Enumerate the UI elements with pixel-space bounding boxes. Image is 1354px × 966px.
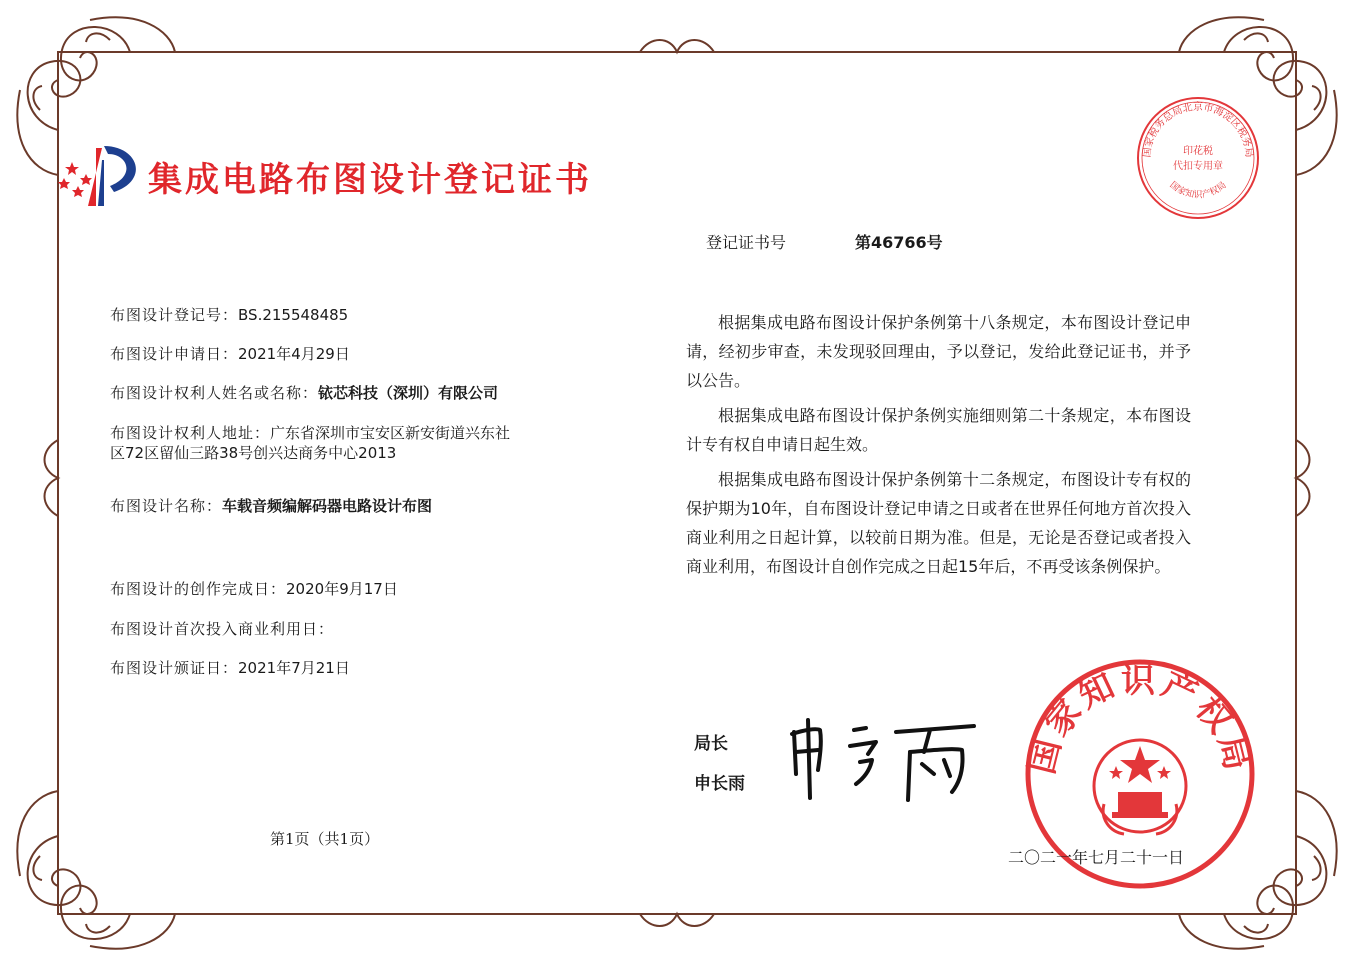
design-name-row [110,496,550,516]
registration-number-label: 布图设计登记号： [110,306,239,324]
application-date-row [110,344,550,364]
issue-date-label: 布图设计颁证日： [110,659,239,677]
commercial-use-date-row [110,619,550,639]
design-name-label: 布图设计名称： [110,497,223,515]
issue-date-row [110,658,550,678]
handwritten-signature [784,712,984,802]
signer-title: 局长 [694,734,728,754]
national-emblem-icon [1094,740,1186,834]
owner-value: 铱芯科技（深圳）有限公司 [318,384,499,402]
corner-ornament-bottom-left [17,791,175,949]
tax-seal-line1: 印花税 [1183,146,1213,157]
tax-seal-outer-text: 国家税务总局北京市海淀区税务局 [1141,102,1255,159]
registration-number-value: BS.215548485 [238,306,349,324]
legal-paragraph: 根据集成电路布图设计保护条例第十二条规定，布图设计专有权的保护期为10年，自布图设计登记申请之日或者在世界任何地方首次投入商业利用之日起计算，以较前日期为准。但是，无论是否登记或者投入商业利用，布图设计自创作完成之日起15年后，不再受该条例保护。 [686,470,1191,576]
svg-text:国家知识产权局 [1167,180,1228,201]
legal-statement [686,308,1191,587]
certificate-number-label: 登记证书号 [706,233,787,252]
issue-date-chinese: 二〇二一年七月二十一日 [1008,848,1185,867]
creation-date-label: 布图设计的创作完成日： [110,580,287,598]
owner-row [110,383,530,403]
commercial-use-date-label: 布图设计首次投入商业利用日： [110,620,335,638]
issue-date-value: 2021年7月21日 [238,659,350,677]
office-seal-text: 国家知识产权局 [1021,661,1259,778]
legal-paragraph: 根据集成电路布图设计保护条例第十八条规定，本布图设计登记申请，经初步审查，未发现驳回理由，予以登记，发给此登记证书，并予以公告。 [686,313,1191,390]
title-block [58,140,678,210]
owner-label: 布图设计权利人姓名或名称： [110,384,319,402]
tax-seal-bottom-text: 国家知识产权局 [1167,180,1229,201]
legal-paragraph: 根据集成电路布图设计保护条例实施细则第二十条规定，本布图设计专有权自申请日起生效。 [686,406,1191,454]
ip-logo-icon [58,140,150,210]
design-name-value: 车载音频编解码器电路设计布图 [222,497,433,515]
address-value: 广东省深圳市宝安区新安街道兴东社区72区留仙三路38号创兴达商务中心2013 [110,424,511,462]
stamp-duty-seal [1132,92,1264,224]
application-date-label: 布图设计申请日： [110,345,239,363]
creation-date-value: 2020年9月17日 [286,580,398,598]
tax-seal-line2: 代扣专用章 [1173,161,1223,172]
address-row [110,423,522,463]
application-date-value: 2021年4月29日 [238,345,350,363]
certificate-number-value: 第46766号 [855,233,943,252]
signer-name: 申长雨 [694,774,745,794]
creation-date-row [110,579,550,599]
registration-number-row [110,305,550,325]
page-number: 第1页（共1页） [270,830,380,848]
certificate-title: 集成电路布图设计登记证书 [148,160,592,200]
address-label: 布图设计权利人地址： [110,424,271,442]
